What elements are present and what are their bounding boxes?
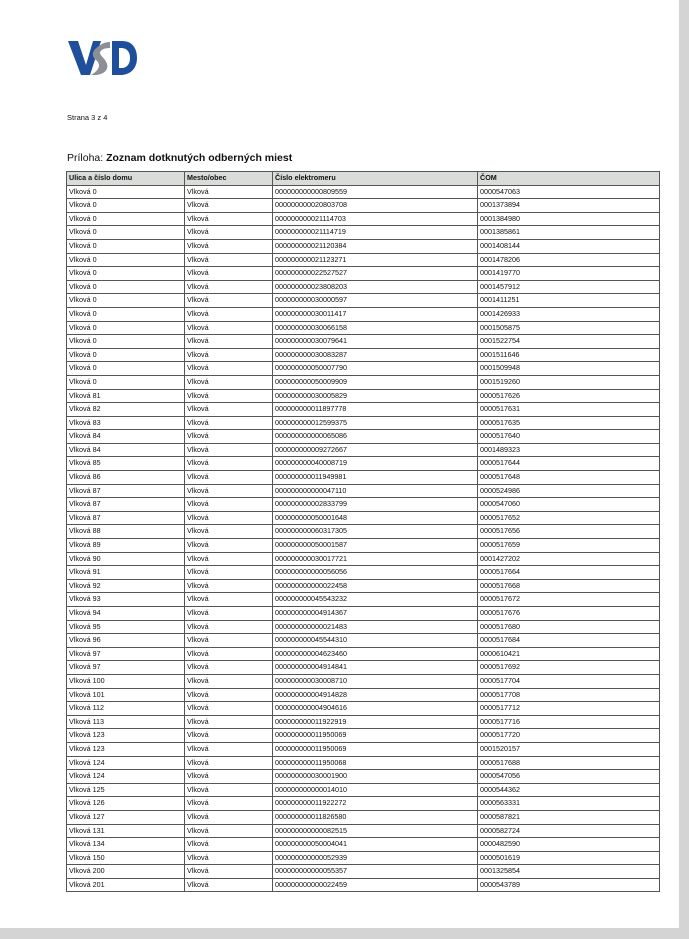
cell-city: Vlková: [185, 607, 273, 621]
cell-meter-number: 000000000030000597: [273, 294, 478, 308]
cell-com: 0000517652: [478, 511, 660, 525]
table-row: [67, 199, 660, 213]
cell-city: Vlková: [185, 674, 273, 688]
cell-com: 0001408144: [478, 239, 660, 253]
cell-com: 0001419770: [478, 267, 660, 281]
table-row: [67, 620, 660, 634]
annex-heading: Zoznam dotknutých odberných miest: [106, 152, 293, 164]
cell-city: Vlková: [185, 878, 273, 892]
table-row: [67, 878, 660, 892]
cell-street: Vlková 0: [67, 375, 185, 389]
meter-table: [66, 171, 660, 892]
table-row: [67, 579, 660, 593]
table-row: [67, 593, 660, 607]
cell-city: Vlková: [185, 294, 273, 308]
cell-city: Vlková: [185, 348, 273, 362]
cell-meter-number: 000000000011950069: [273, 742, 478, 756]
table-row: [67, 674, 660, 688]
cell-city: Vlková: [185, 702, 273, 716]
vsd-logo: [66, 38, 138, 78]
cell-street: Vlková 87: [67, 498, 185, 512]
table-row: [67, 838, 660, 852]
cell-street: Vlková 97: [67, 661, 185, 675]
cell-city: Vlková: [185, 824, 273, 838]
cell-street: Vlková 84: [67, 430, 185, 444]
cell-com: 0000517631: [478, 403, 660, 417]
cell-street: Vlková 97: [67, 647, 185, 661]
cell-street: Vlková 94: [67, 607, 185, 621]
cell-city: Vlková: [185, 484, 273, 498]
cell-street: Vlková 0: [67, 199, 185, 213]
cell-com: 0000517635: [478, 416, 660, 430]
cell-meter-number: 000000000040008719: [273, 457, 478, 471]
table-row: [67, 375, 660, 389]
cell-street: Vlková 0: [67, 226, 185, 240]
cell-city: Vlková: [185, 715, 273, 729]
cell-city: Vlková: [185, 403, 273, 417]
cell-com: 0001384980: [478, 212, 660, 226]
cell-street: Vlková 101: [67, 688, 185, 702]
table-row: [67, 539, 660, 553]
cell-meter-number: 000000000004904616: [273, 702, 478, 716]
cell-street: Vlková 0: [67, 321, 185, 335]
cell-meter-number: 000000000030017721: [273, 552, 478, 566]
table-row: [67, 783, 660, 797]
table-row: [67, 511, 660, 525]
cell-com: 0000517640: [478, 430, 660, 444]
cell-city: Vlková: [185, 212, 273, 226]
cell-meter-number: 000000000011922919: [273, 715, 478, 729]
table-row: [67, 226, 660, 240]
table-row: [67, 634, 660, 648]
cell-com: 0000517644: [478, 457, 660, 471]
cell-city: Vlková: [185, 525, 273, 539]
cell-meter-number: 000000000011950069: [273, 729, 478, 743]
cell-meter-number: 000000000030066158: [273, 321, 478, 335]
cell-street: Vlková 87: [67, 511, 185, 525]
cell-street: Vlková 0: [67, 212, 185, 226]
table-row: [67, 321, 660, 335]
cell-city: Vlková: [185, 797, 273, 811]
cell-city: Vlková: [185, 511, 273, 525]
table-row: [67, 702, 660, 716]
cell-city: Vlková: [185, 267, 273, 281]
cell-com: 0000547056: [478, 770, 660, 784]
cell-city: Vlková: [185, 375, 273, 389]
cell-com: 0000563331: [478, 797, 660, 811]
cell-com: 0000517626: [478, 389, 660, 403]
cell-com: 0000517672: [478, 593, 660, 607]
cell-street: Vlková 150: [67, 851, 185, 865]
cell-com: 0000517664: [478, 566, 660, 580]
cell-com: 0000517692: [478, 661, 660, 675]
cell-city: Vlková: [185, 416, 273, 430]
cell-meter-number: 000000000023808203: [273, 280, 478, 294]
cell-street: Vlková 125: [67, 783, 185, 797]
cell-meter-number: 000000000021114703: [273, 212, 478, 226]
cell-city: Vlková: [185, 634, 273, 648]
cell-city: Vlková: [185, 253, 273, 267]
table-row: [67, 715, 660, 729]
cell-meter-number: 000000000060317305: [273, 525, 478, 539]
table-header-row: [67, 172, 660, 186]
cell-city: Vlková: [185, 647, 273, 661]
cell-street: Vlková 81: [67, 389, 185, 403]
cell-street: Vlková 96: [67, 634, 185, 648]
cell-street: Vlková 90: [67, 552, 185, 566]
cell-meter-number: 000000000000065086: [273, 430, 478, 444]
cell-city: Vlková: [185, 593, 273, 607]
cell-street: Vlková 124: [67, 770, 185, 784]
cell-meter-number: 000000000000809559: [273, 185, 478, 199]
cell-meter-number: 000000000011922272: [273, 797, 478, 811]
cell-street: Vlková 123: [67, 729, 185, 743]
cell-street: Vlková 0: [67, 253, 185, 267]
cell-city: Vlková: [185, 443, 273, 457]
table-row: [67, 253, 660, 267]
cell-meter-number: 000000000009272667: [273, 443, 478, 457]
cell-city: Vlková: [185, 729, 273, 743]
cell-com: 0001427202: [478, 552, 660, 566]
cell-com: 0000517704: [478, 674, 660, 688]
header-com: ČOM: [478, 172, 660, 186]
cell-street: Vlková 200: [67, 865, 185, 879]
cell-street: Vlková 131: [67, 824, 185, 838]
cell-city: Vlková: [185, 471, 273, 485]
cell-com: 0000517659: [478, 539, 660, 553]
table-row: [67, 498, 660, 512]
cell-street: Vlková 0: [67, 280, 185, 294]
cell-com: 0001511646: [478, 348, 660, 362]
cell-com: 0000517680: [478, 620, 660, 634]
cell-street: Vlková 84: [67, 443, 185, 457]
table-row: [67, 661, 660, 675]
cell-com: 0000517684: [478, 634, 660, 648]
table-row: [67, 280, 660, 294]
table-row: [67, 851, 660, 865]
cell-street: Vlková 112: [67, 702, 185, 716]
cell-street: Vlková 123: [67, 742, 185, 756]
cell-com: 0000582724: [478, 824, 660, 838]
cell-meter-number: 000000000000014010: [273, 783, 478, 797]
cell-com: 0001522754: [478, 335, 660, 349]
table-row: [67, 742, 660, 756]
table-row: [67, 185, 660, 199]
cell-com: 0000544362: [478, 783, 660, 797]
cell-meter-number: 000000000021114719: [273, 226, 478, 240]
cell-com: 0001385861: [478, 226, 660, 240]
table-row: [67, 770, 660, 784]
cell-com: 0000517656: [478, 525, 660, 539]
cell-meter-number: 000000000004623460: [273, 647, 478, 661]
cell-street: Vlková 201: [67, 878, 185, 892]
cell-meter-number: 000000000000055357: [273, 865, 478, 879]
cell-city: Vlková: [185, 552, 273, 566]
cell-city: Vlková: [185, 661, 273, 675]
cell-meter-number: 000000000004914841: [273, 661, 478, 675]
cell-city: Vlková: [185, 307, 273, 321]
cell-street: Vlková 87: [67, 484, 185, 498]
cell-com: 0000547060: [478, 498, 660, 512]
cell-meter-number: 000000000000022459: [273, 878, 478, 892]
cell-meter-number: 000000000021123271: [273, 253, 478, 267]
cell-street: Vlková 0: [67, 362, 185, 376]
cell-com: 0001509948: [478, 362, 660, 376]
cell-meter-number: 000000000021120384: [273, 239, 478, 253]
cell-meter-number: 000000000004914367: [273, 607, 478, 621]
cell-street: Vlková 0: [67, 307, 185, 321]
cell-com: 0001520157: [478, 742, 660, 756]
cell-meter-number: 000000000022527527: [273, 267, 478, 281]
cell-street: Vlková 126: [67, 797, 185, 811]
table-row: [67, 348, 660, 362]
cell-city: Vlková: [185, 430, 273, 444]
table-row: [67, 688, 660, 702]
table-row: [67, 403, 660, 417]
table-row: [67, 607, 660, 621]
cell-street: Vlková 91: [67, 566, 185, 580]
cell-city: Vlková: [185, 851, 273, 865]
cell-city: Vlková: [185, 389, 273, 403]
cell-street: Vlková 82: [67, 403, 185, 417]
cell-meter-number: 000000000045543232: [273, 593, 478, 607]
cell-meter-number: 000000000050001587: [273, 539, 478, 553]
table-row: [67, 756, 660, 770]
cell-com: 0000517712: [478, 702, 660, 716]
cell-city: Vlková: [185, 838, 273, 852]
cell-meter-number: 000000000000021483: [273, 620, 478, 634]
cell-com: 0001489323: [478, 443, 660, 457]
cell-com: 0001519260: [478, 375, 660, 389]
table-body: [67, 185, 660, 892]
cell-street: Vlková 0: [67, 348, 185, 362]
table-row: [67, 647, 660, 661]
table-row: [67, 362, 660, 376]
cell-meter-number: 000000000020803708: [273, 199, 478, 213]
cell-meter-number: 000000000002833799: [273, 498, 478, 512]
cell-city: Vlková: [185, 457, 273, 471]
cell-city: Vlková: [185, 810, 273, 824]
cell-street: Vlková 124: [67, 756, 185, 770]
cell-street: Vlková 88: [67, 525, 185, 539]
table-row: [67, 865, 660, 879]
table-row: [67, 729, 660, 743]
cell-meter-number: 000000000004914828: [273, 688, 478, 702]
table-row: [67, 810, 660, 824]
cell-city: Vlková: [185, 756, 273, 770]
cell-meter-number: 000000000011826580: [273, 810, 478, 824]
cell-meter-number: 000000000030079641: [273, 335, 478, 349]
cell-com: 0000610421: [478, 647, 660, 661]
cell-street: Vlková 83: [67, 416, 185, 430]
table-row: [67, 307, 660, 321]
cell-com: 0001426933: [478, 307, 660, 321]
cell-city: Vlková: [185, 335, 273, 349]
table-row: [67, 525, 660, 539]
cell-com: 0000517648: [478, 471, 660, 485]
header-city: Mesto/obec: [185, 172, 273, 186]
cell-com: 0001325854: [478, 865, 660, 879]
cell-city: Vlková: [185, 566, 273, 580]
table-row: [67, 267, 660, 281]
cell-street: Vlková 127: [67, 810, 185, 824]
cell-com: 0000517720: [478, 729, 660, 743]
cell-street: Vlková 0: [67, 294, 185, 308]
cell-street: Vlková 92: [67, 579, 185, 593]
table-row: [67, 416, 660, 430]
cell-com: 0000482590: [478, 838, 660, 852]
cell-com: 0001373894: [478, 199, 660, 213]
cell-city: Vlková: [185, 239, 273, 253]
cell-street: Vlková 93: [67, 593, 185, 607]
table-row: [67, 294, 660, 308]
cell-com: 0000547063: [478, 185, 660, 199]
header-street: Ulica a číslo domu: [67, 172, 185, 186]
cell-city: Vlková: [185, 498, 273, 512]
cell-street: Vlková 100: [67, 674, 185, 688]
cell-meter-number: 000000000050009909: [273, 375, 478, 389]
table-row: [67, 335, 660, 349]
cell-street: Vlková 89: [67, 539, 185, 553]
table-row: [67, 443, 660, 457]
cell-meter-number: 000000000030005829: [273, 389, 478, 403]
page-number: Strana 3 z 4: [67, 113, 108, 122]
cell-city: Vlková: [185, 579, 273, 593]
annex-prefix: Príloha:: [67, 152, 107, 164]
cell-meter-number: 000000000050007790: [273, 362, 478, 376]
cell-meter-number: 000000000030083287: [273, 348, 478, 362]
cell-city: Vlková: [185, 688, 273, 702]
cell-street: Vlková 0: [67, 185, 185, 199]
header-meter-number: Číslo elektromeru: [273, 172, 478, 186]
table-row: [67, 457, 660, 471]
cell-city: Vlková: [185, 362, 273, 376]
table-row: [67, 797, 660, 811]
cell-meter-number: 000000000000022458: [273, 579, 478, 593]
table-row: [67, 471, 660, 485]
cell-city: Vlková: [185, 620, 273, 634]
cell-com: 0001457912: [478, 280, 660, 294]
table-row: [67, 566, 660, 580]
cell-city: Vlková: [185, 226, 273, 240]
cell-city: Vlková: [185, 770, 273, 784]
cell-city: Vlková: [185, 199, 273, 213]
cell-meter-number: 000000000012599375: [273, 416, 478, 430]
cell-city: Vlková: [185, 185, 273, 199]
cell-meter-number: 000000000050004041: [273, 838, 478, 852]
cell-com: 0000501619: [478, 851, 660, 865]
logo-text: VSD: [66, 38, 69, 39]
cell-meter-number: 000000000000056056: [273, 566, 478, 580]
cell-com: 0000517688: [478, 756, 660, 770]
table-row: [67, 389, 660, 403]
cell-com: 0001411251: [478, 294, 660, 308]
cell-com: 0000517716: [478, 715, 660, 729]
cell-meter-number: 000000000000052939: [273, 851, 478, 865]
cell-com: 0000517676: [478, 607, 660, 621]
cell-street: Vlková 113: [67, 715, 185, 729]
cell-meter-number: 000000000000047110: [273, 484, 478, 498]
cell-city: Vlková: [185, 321, 273, 335]
cell-com: 0000524986: [478, 484, 660, 498]
cell-meter-number: 000000000045544310: [273, 634, 478, 648]
cell-com: 0000543789: [478, 878, 660, 892]
cell-com: 0000517668: [478, 579, 660, 593]
table-row: [67, 824, 660, 838]
cell-street: Vlková 86: [67, 471, 185, 485]
table-row: [67, 552, 660, 566]
cell-com: 0000517708: [478, 688, 660, 702]
cell-com: 0001505875: [478, 321, 660, 335]
table-row: [67, 212, 660, 226]
table-row: [67, 239, 660, 253]
cell-meter-number: 000000000030008710: [273, 674, 478, 688]
cell-city: Vlková: [185, 539, 273, 553]
cell-street: Vlková 95: [67, 620, 185, 634]
cell-street: Vlková 134: [67, 838, 185, 852]
cell-meter-number: 000000000030001900: [273, 770, 478, 784]
annex-title: [67, 152, 292, 164]
cell-city: Vlková: [185, 865, 273, 879]
cell-meter-number: 000000000030011417: [273, 307, 478, 321]
cell-city: Vlková: [185, 783, 273, 797]
cell-meter-number: 000000000050001648: [273, 511, 478, 525]
table-row: [67, 484, 660, 498]
cell-meter-number: 000000000011897778: [273, 403, 478, 417]
cell-meter-number: 000000000000082515: [273, 824, 478, 838]
cell-street: Vlková 0: [67, 335, 185, 349]
cell-city: Vlková: [185, 742, 273, 756]
cell-meter-number: 000000000011949981: [273, 471, 478, 485]
cell-meter-number: 000000000011950068: [273, 756, 478, 770]
cell-street: Vlková 0: [67, 267, 185, 281]
cell-street: Vlková 0: [67, 239, 185, 253]
cell-com: 0000587821: [478, 810, 660, 824]
cell-city: Vlková: [185, 280, 273, 294]
cell-com: 0001478206: [478, 253, 660, 267]
table-row: [67, 430, 660, 444]
cell-street: Vlková 85: [67, 457, 185, 471]
